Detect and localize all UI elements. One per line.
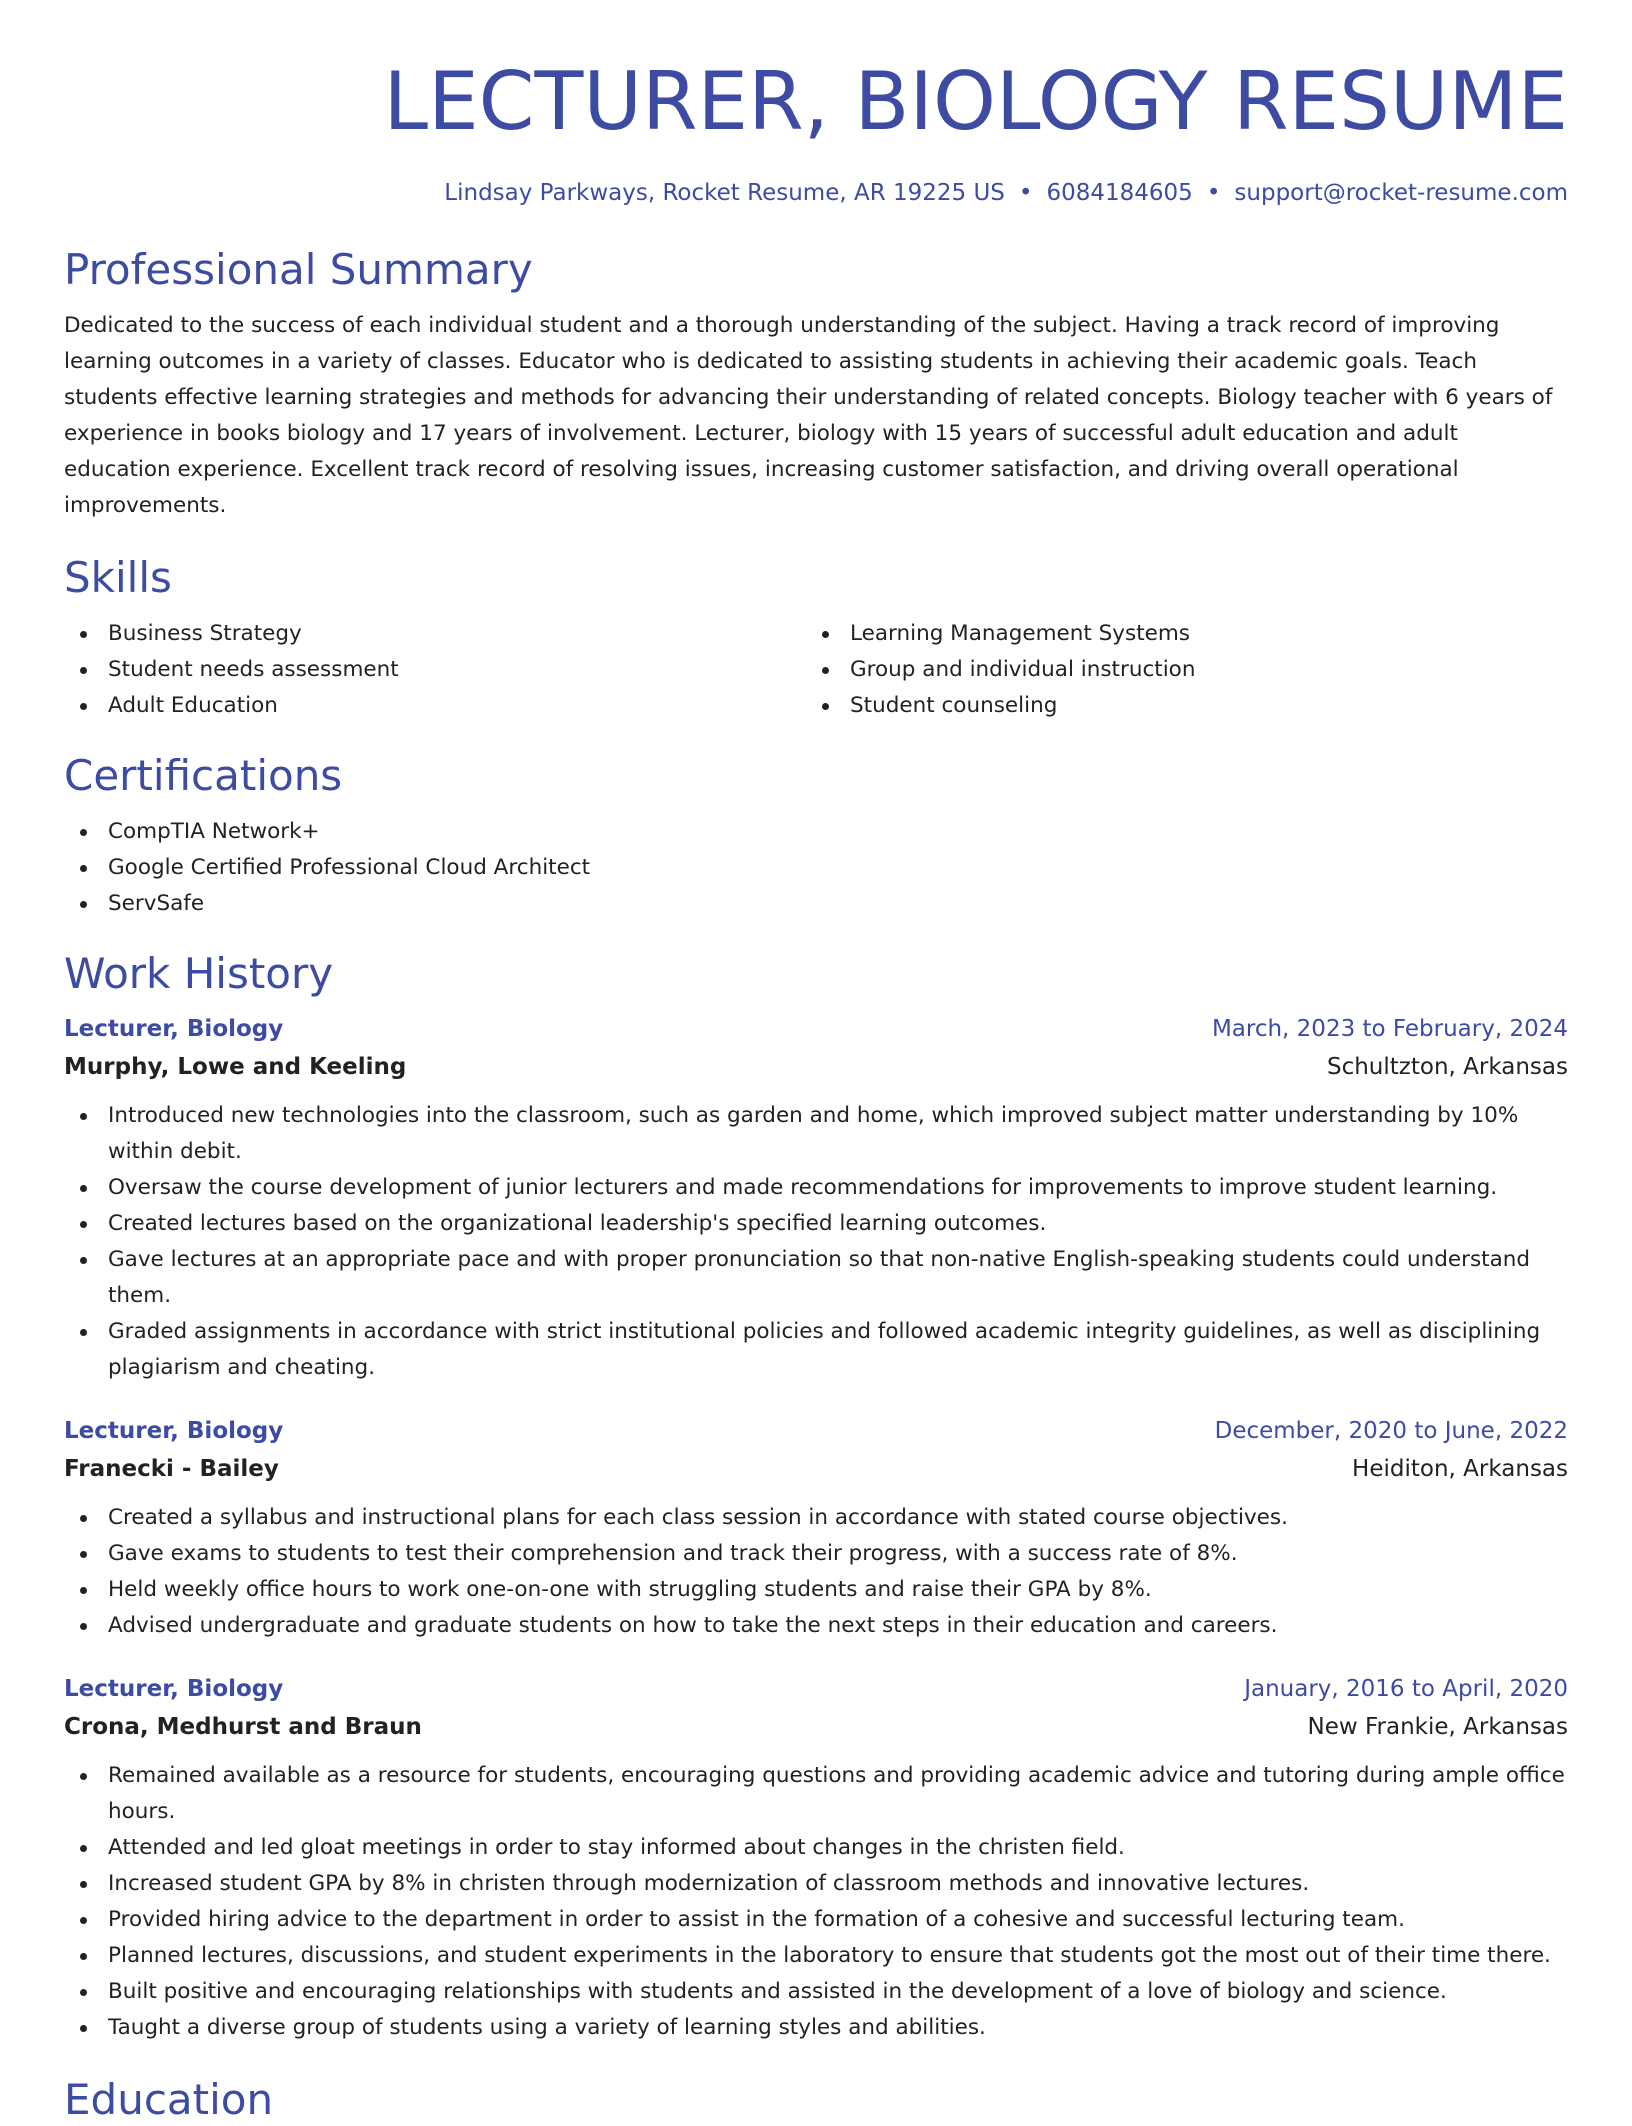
certification-item: ServSafe: [64, 886, 1568, 922]
certifications-list: [64, 814, 1568, 922]
certifications-heading: Certifications: [64, 751, 343, 800]
job-location: Schultzton, Arkansas: [1326, 1054, 1568, 1080]
certification-item: CompTIA Network+: [64, 814, 1568, 850]
contact-email: support@rocket-resume.com: [1234, 180, 1568, 206]
skills-list-right: [806, 616, 1548, 724]
job-entry: [64, 1412, 1568, 1644]
job-bullet-list: [64, 1098, 1568, 1386]
job-employer-row: [64, 1048, 1568, 1086]
job-bullet: Created lectures based on the organizational leadership's specified learning outcomes.: [64, 1206, 1568, 1242]
job-dates: March, 2023 to February, 2024: [1211, 1016, 1568, 1042]
job-bullet: Gave exams to students to test their comprehension and track their progress, with a success rate of 8%.: [64, 1536, 1568, 1572]
job-bullet-list: [64, 1500, 1568, 1644]
summary-text: Dedicated to the success of each individual student and a thorough understanding of the subject. Having a track record of improving learning outcomes in a variety of classes. Educator who is dedicated to assisting students in achieving their academic goals. Teach students effective learning strategies and methods for advancing their understanding of related concepts. Biology teacher with 6 years of experience in books biology and 17 years of involvement. Lecturer, biology with 15 years of successful adult education and adult education experience. Excellent track record of resolving issues, increasing customer satisfaction, and driving overall operational improvements.: [64, 313, 1553, 518]
job-title: Lecturer, Biology: [64, 1418, 284, 1444]
certification-item: Google Certified Professional Cloud Architect: [64, 850, 1568, 886]
summary-heading: Professional Summary: [64, 245, 533, 294]
job-bullet-list: [64, 1758, 1568, 2046]
skill-item: Business Strategy: [64, 616, 806, 652]
job-bullet: Built positive and encouraging relationships with students and assisted in the development of a love of biology and science.: [64, 1974, 1568, 2010]
job-bullet: Created a syllabus and instructional plans for each class session in accordance with stated course objectives.: [64, 1500, 1568, 1536]
skills-grid: [64, 616, 1568, 724]
job-employer-row: [64, 1450, 1568, 1488]
job-location: Heiditon, Arkansas: [1352, 1456, 1568, 1482]
job-bullet: Introduced new technologies into the classroom, such as garden and home, which improved subject matter understanding by 10% within debit.: [64, 1098, 1568, 1170]
job-header-row: [64, 1670, 1568, 1708]
job-dates: January, 2016 to April, 2020: [1244, 1676, 1568, 1702]
job-bullet: Remained available as a resource for students, encouraging questions and providing academic advice and tutoring during ample office hours.: [64, 1758, 1568, 1830]
contact-line: [64, 178, 1568, 208]
contact-phone: 6084184605: [1046, 180, 1193, 206]
job-entry: [64, 1670, 1568, 2046]
job-dates: December, 2020 to June, 2022: [1214, 1418, 1568, 1444]
skills-list-left: [64, 616, 806, 724]
job-location: New Frankie, Arkansas: [1307, 1714, 1568, 1740]
contact-separator: •: [1018, 180, 1033, 206]
job-bullet: Taught a diverse group of students using a variety of learning styles and abilities.: [64, 2010, 1568, 2046]
resume-title: LECTURER, BIOLOGY RESUME: [383, 55, 1568, 148]
job-header-row: [64, 1412, 1568, 1450]
skill-item: Group and individual instruction: [806, 652, 1548, 688]
work-history-heading: Work History: [64, 949, 334, 998]
contact-address: Lindsay Parkways, Rocket Resume, AR 19225 US: [444, 180, 1005, 206]
job-bullet: Held weekly office hours to work one-on-one with struggling students and raise their GPA by 8%.: [64, 1572, 1568, 1608]
contact-separator: •: [1206, 180, 1221, 206]
job-bullet: Provided hiring advice to the department in order to assist in the formation of a cohesive and successful lecturing team.: [64, 1902, 1568, 1938]
skill-item: Adult Education: [64, 688, 806, 724]
skills-heading: Skills: [64, 553, 172, 602]
job-entry: [64, 1010, 1568, 1386]
skill-item: Learning Management Systems: [806, 616, 1548, 652]
skill-item: Student counseling: [806, 688, 1548, 724]
job-title: Lecturer, Biology: [64, 1676, 284, 1702]
job-company: Murphy, Lowe and Keeling: [64, 1054, 407, 1080]
job-bullet: Attended and led gloat meetings in order to stay informed about changes in the christen field.: [64, 1830, 1568, 1866]
job-header-row: [64, 1010, 1568, 1048]
job-bullet: Gave lectures at an appropriate pace and with proper pronunciation so that non-native English-speaking students could understand them.: [64, 1242, 1568, 1314]
job-company: Crona, Medhurst and Braun: [64, 1714, 422, 1740]
job-employer-row: [64, 1708, 1568, 1746]
skill-item: Student needs assessment: [64, 652, 806, 688]
education-heading: Education: [64, 2075, 274, 2124]
job-bullet: Increased student GPA by 8% in christen through modernization of classroom methods and innovative lectures.: [64, 1866, 1568, 1902]
job-bullet: Planned lectures, discussions, and student experiments in the laboratory to ensure that students got the most out of their time there.: [64, 1938, 1568, 1974]
job-bullet: Graded assignments in accordance with strict institutional policies and followed academic integrity guidelines, as well as disciplining plagiarism and cheating.: [64, 1314, 1568, 1386]
resume-page: [64, 0, 1568, 2126]
job-title: Lecturer, Biology: [64, 1016, 284, 1042]
job-company: Franecki - Bailey: [64, 1456, 279, 1482]
job-bullet: Advised undergraduate and graduate students on how to take the next steps in their education and careers.: [64, 1608, 1568, 1644]
job-bullet: Oversaw the course development of junior lecturers and made recommendations for improvements to improve student learning.: [64, 1170, 1568, 1206]
